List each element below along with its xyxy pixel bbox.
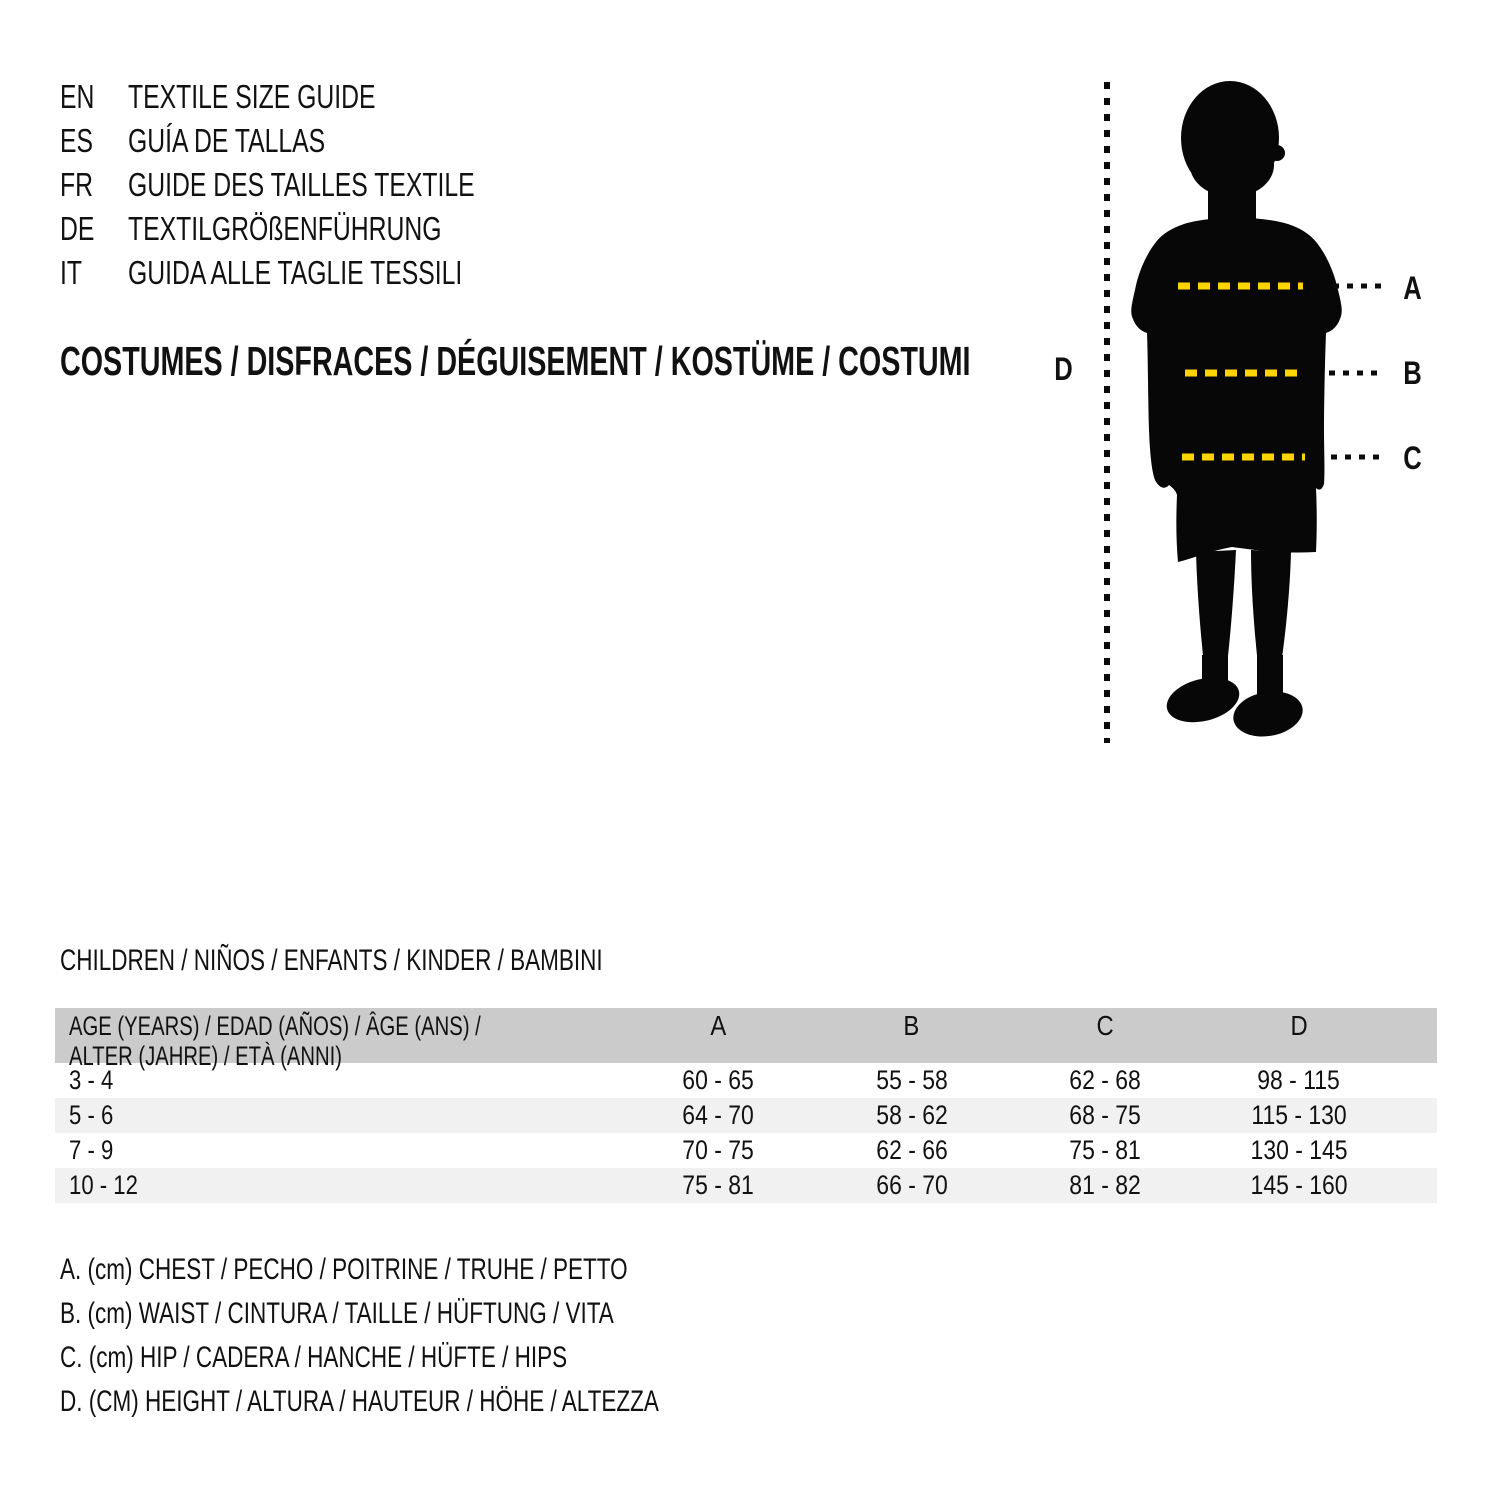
age-cell: 7 - 9 <box>69 1135 114 1165</box>
measure-label-waist: B <box>1403 354 1423 391</box>
lang-code: DE <box>60 210 95 247</box>
lang-row-en <box>60 75 590 119</box>
child-silhouette-figure <box>1030 60 1450 760</box>
lang-code: ES <box>60 122 94 159</box>
chest-cell: 75 - 81 <box>682 1170 755 1200</box>
waist-cell: 58 - 62 <box>876 1100 948 1130</box>
age-cell: 10 - 12 <box>69 1170 138 1200</box>
legend-item-height: D. (CM) HEIGHT / ALTURA / HAUTEUR / HÖHE / ALTEZZA <box>60 1385 659 1418</box>
lang-label: TEXTILGRÖßENFÜHRUNG <box>128 210 442 247</box>
table-row <box>55 1168 1437 1203</box>
children-section-title: CHILDREN / NIÑOS / ENFANTS / KINDER / BAMBINI <box>60 944 603 977</box>
lang-row-de <box>60 207 590 251</box>
height-cell: 115 - 130 <box>1251 1100 1347 1130</box>
column-header-d: D <box>1290 1010 1308 1041</box>
height-cell: 130 - 145 <box>1250 1135 1348 1165</box>
lang-row-fr <box>60 163 590 207</box>
waist-cell: 55 - 58 <box>876 1065 948 1095</box>
column-header-b: B <box>903 1010 920 1041</box>
measure-label-height: D <box>1054 350 1074 387</box>
legend-item-chest: A. (cm) CHEST / PECHO / POITRINE / TRUHE / PETTO <box>60 1253 628 1286</box>
column-header-a: A <box>710 1010 727 1041</box>
language-title-list <box>60 75 590 295</box>
hip-cell: 81 - 82 <box>1069 1170 1142 1200</box>
lang-label: TEXTILE SIZE GUIDE <box>128 78 376 115</box>
legend-item-waist: B. (cm) WAIST / CINTURA / TAILLE / HÜFTUNG / VITA <box>60 1297 614 1330</box>
waist-cell: 66 - 70 <box>876 1170 948 1200</box>
lang-label: GUIDA ALLE TAGLIE TESSILI <box>128 254 463 291</box>
header-filler <box>1395 1008 1437 1063</box>
lang-label: GUIDE DES TAILLES TEXTILE <box>128 166 475 203</box>
waist-cell: 62 - 66 <box>876 1135 948 1165</box>
chest-cell: 64 - 70 <box>682 1100 755 1130</box>
lang-row-it <box>60 251 590 295</box>
lang-code: FR <box>60 166 93 203</box>
chest-cell: 70 - 75 <box>682 1135 755 1165</box>
hip-cell: 62 - 68 <box>1069 1065 1142 1095</box>
child-silhouette <box>1131 81 1341 742</box>
age-cell: 3 - 4 <box>69 1065 114 1095</box>
size-table-header-row <box>55 1008 1437 1071</box>
hip-cell: 75 - 81 <box>1069 1135 1142 1165</box>
age-column-header: AGE (YEARS) / EDAD (AÑOS) / ÂGE (ANS) / ALTER (JAHRE) / ETÀ (ANNI) <box>69 1011 481 1071</box>
lang-label: GUÍA DE TALLAS <box>128 122 326 159</box>
measure-label-chest: A <box>1403 269 1423 306</box>
table-row <box>55 1098 1437 1133</box>
lang-row-es <box>60 119 590 163</box>
hip-cell: 68 - 75 <box>1069 1100 1142 1130</box>
legend-item-hip: C. (cm) HIP / CADERA / HANCHE / HÜFTE / HIPS <box>60 1341 568 1374</box>
category-heading: COSTUMES / DISFRACES / DÉGUISEMENT / KOSTÜME / COSTUMI <box>60 338 971 384</box>
age-cell: 5 - 6 <box>69 1100 114 1130</box>
column-header-c: C <box>1096 1010 1114 1041</box>
chest-cell: 60 - 65 <box>682 1065 755 1095</box>
measurement-legend <box>60 1248 858 1424</box>
height-cell: 145 - 160 <box>1250 1170 1348 1200</box>
lang-code: EN <box>60 78 95 115</box>
size-table <box>55 1008 1437 1203</box>
lang-code: IT <box>60 254 82 291</box>
table-row <box>55 1133 1437 1168</box>
height-cell: 98 - 115 <box>1257 1065 1341 1095</box>
measure-label-hip: C <box>1403 439 1423 476</box>
